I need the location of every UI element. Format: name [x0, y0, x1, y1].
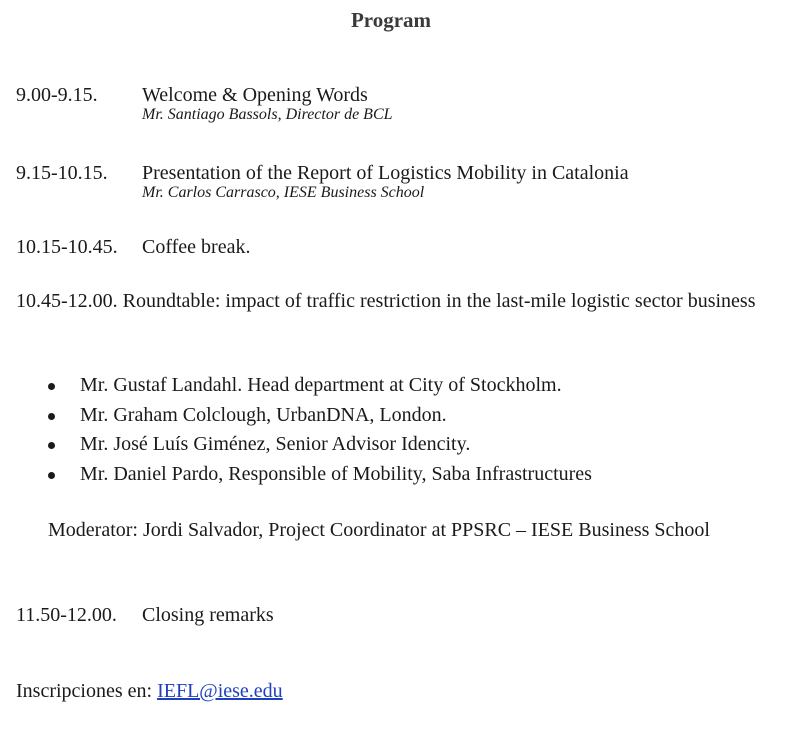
bullet-icon	[48, 413, 55, 420]
participant-text: Mr. Gustaf Landahl. Head department at City of Stockholm.	[80, 374, 562, 396]
session-title: Closing remarks	[142, 604, 274, 626]
list-item	[48, 402, 592, 432]
list-item	[48, 461, 592, 491]
session-time: 11.50-12.00.	[16, 604, 117, 626]
registration-email-link[interactable]: IEFL@iese.edu	[157, 680, 283, 702]
session-time: 10.15-10.45.	[16, 236, 118, 258]
list-item	[48, 431, 592, 461]
registration-footer	[16, 678, 283, 705]
session-speaker: Mr. Santiago Bassols, Director de BCL	[142, 106, 393, 123]
session-time: 9.00-9.15.	[16, 84, 98, 106]
page-title: Program	[350, 8, 432, 32]
session-title: Welcome & Opening Words	[142, 84, 368, 106]
participant-text: Mr. Daniel Pardo, Responsible of Mobility, Saba Infrastructures	[80, 462, 592, 485]
session-time: 9.15-10.15.	[16, 162, 108, 184]
list-item	[48, 372, 592, 402]
session-speaker: Mr. Carlos Carrasco, IESE Business School	[142, 184, 425, 201]
roundtable-description: 10.45-12.00. Roundtable: impact of traffic restriction in the last-mile logistic sector business	[16, 290, 756, 312]
moderator-text: Moderator: Jordi Salvador, Project Coordinator at PPSRC – IESE Business School	[48, 519, 710, 541]
bullet-icon	[48, 383, 55, 390]
participant-text: Mr. Graham Colclough, UrbanDNA, London.	[80, 403, 447, 426]
bullet-icon	[48, 472, 55, 479]
participants-list	[48, 372, 592, 490]
registration-label: Inscripciones en:	[16, 680, 153, 702]
session-title: Presentation of the Report of Logistics Mobility in Catalonia	[142, 162, 629, 184]
participant-text: Mr. José Luís Giménez, Senior Advisor Idencity.	[80, 433, 471, 455]
bullet-icon	[48, 442, 55, 449]
session-title: Coffee break.	[142, 236, 251, 258]
